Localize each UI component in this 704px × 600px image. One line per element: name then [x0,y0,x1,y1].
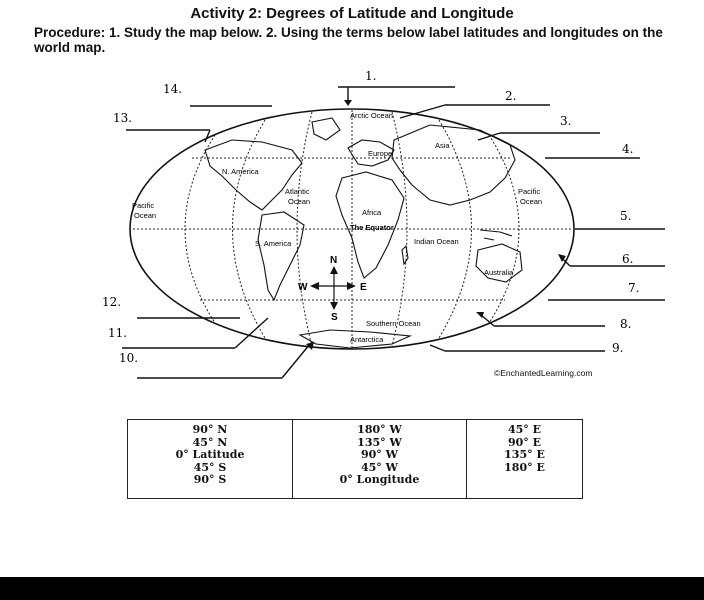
asia-shape [392,125,515,205]
compass-arrow-west-icon [310,282,319,290]
arrow-1-icon [344,100,352,106]
label-number-2: 2. [505,89,517,103]
term-cell: 90° W [361,448,398,461]
west-longitude-terms-column [293,420,467,498]
label-number-5: 5. [620,209,632,223]
procedure-text: Procedure: 1. Study the map below. 2. Using the terms below label latitudes and longitudes on the world map. [34,25,663,55]
label-antarctica: Antarctica [350,335,384,344]
term-cell: 180° W [357,423,402,436]
term-cell: 90° E [507,435,542,449]
label-number-6: 6. [622,252,634,266]
term-cell: 90° N [192,423,228,436]
label-number-10: 10. [119,351,139,365]
greenland-shape [312,118,340,140]
term-cell: 135° W [357,435,402,449]
term-cell: 45° S [193,460,227,474]
label-number-1: 1. [365,69,377,83]
activity-title: Activity 2: Degrees of Latitude and Longitude [190,5,514,22]
label-indian-ocean: Indian Ocean [414,237,459,246]
label-number-9: 9. [612,341,624,355]
label-number-13: 13. [113,111,133,125]
label-number-14: 14. [163,82,183,96]
label-south-america: S. America [255,239,292,248]
term-cell: 45° W [361,460,398,474]
label-arctic-ocean: Arctic Ocean [350,111,393,120]
madagascar-shape [402,246,408,264]
term-cell: 0° Longitude [339,473,420,486]
bottom-black-bar [0,577,704,600]
compass-arrow-north-icon [330,266,338,274]
compass-n: N [330,255,338,266]
term-cell: 0° Latitude [175,448,245,461]
east-longitude-terms-column [467,420,582,498]
term-cell: 180° E [504,460,545,474]
latitude-terms-column [128,420,293,498]
label-number-7: 7. [628,281,640,295]
label-europe: Europe [368,149,393,158]
term-cell: 90° S [193,473,227,486]
map-credit: ©EnchantedLearning.com [494,368,593,378]
term-cell: 45° E [507,423,542,436]
label-pacific-east: Pacific [518,187,541,196]
label-number-3: 3. [560,114,572,128]
compass-arrow-south-icon [330,302,338,310]
compass-s: S [331,312,338,323]
label-atlantic-ocean: Ocean [288,197,311,206]
label-number-4: 4. [622,142,634,156]
label-number-11: 11. [108,326,128,340]
label-africa: Africa [362,208,382,217]
compass-w: W [298,282,308,293]
term-cell: 135° E [504,448,545,461]
terms-table [127,419,583,499]
label-southern-ocean: Southern Ocean [366,319,421,328]
indonesia-shape [480,230,512,240]
label-number-12: 12. [102,295,122,309]
label-atlantic: Atlantic [285,187,310,196]
label-australia: Australia [484,268,514,277]
label-number-8: 8. [620,317,632,331]
compass-rose [298,255,367,323]
label-pacific-west-ocean: Ocean [134,211,157,220]
label-pacific-east-ocean: Ocean [520,197,543,206]
label-pacific-west: Pacific [132,201,155,210]
term-cell: 45° N [192,435,228,449]
label-equator: The Equator [350,223,394,232]
label-asia: Asia [435,141,450,150]
label-north-america: N. America [222,167,259,176]
compass-e: E [360,282,367,293]
